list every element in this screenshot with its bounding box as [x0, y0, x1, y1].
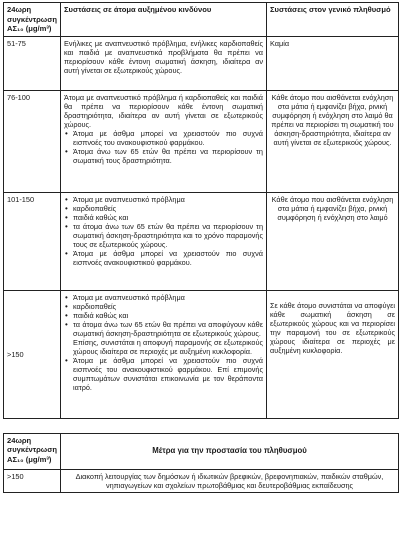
risk-group-header: Συστάσεις σε άτομα αυξημένου κινδύνου — [61, 3, 267, 37]
list-item: • Άτομα άνω των 65 ετών θα πρέπει να περιορίσουν τη σωματική τους δραστηριότητα. — [64, 147, 263, 165]
risk-bullet-list — [64, 129, 263, 165]
general-recommendation: Καμία — [267, 36, 399, 90]
measures-header: Μέτρα για την προστασία του πληθυσμού — [61, 433, 399, 469]
concentration-range: 51-75 — [4, 36, 61, 90]
protection-measures-table — [3, 433, 399, 493]
list-item: • παιδιά καθώς και — [64, 311, 263, 320]
concentration-header: 24ωρη συγκέντρωση ΑΣ₁₀ (μg/m³) — [4, 3, 61, 37]
table-row — [4, 290, 399, 418]
risk-paragraph: Επίσης, συνιστάται η αποφυγή παραμονής σε εξωτερικούς χώρους ιδιαίτερα σε περιοχές με αυξημένη κυκλοφορία. — [73, 337, 263, 356]
risk-recommendation — [61, 90, 267, 192]
general-recommendation: Κάθε άτομο που αισθάνεται ενόχληση στα μάτια ή εμφανίζει βήχα, ρινική συμφόρηση ή ενόχληση στο λαιμό — [267, 192, 399, 290]
list-item: • καρδιοπαθείς — [64, 302, 263, 311]
concentration-range: >150 — [4, 290, 61, 418]
table-header-row — [4, 433, 399, 469]
concentration-range: >150 — [4, 469, 61, 492]
list-item: • παιδιά καθώς και — [64, 213, 263, 222]
table-row — [4, 469, 399, 492]
table-row — [4, 36, 399, 90]
list-item: • Άτομα με άσθμα μπορεί να χρειαστούν πιο συχνά εισπνοές του ανακουφιστικού φαρμάκου. Επί επιμονής συμπτωμάτων συνιστάται επικοινωνία με τον θεράποντα ιατρό. — [64, 356, 263, 392]
list-item: • Άτομα με αναπνευστικό πρόβλημα — [64, 293, 263, 302]
concentration-range: 76-100 — [4, 90, 61, 192]
general-recommendation: Κάθε άτομο που αισθάνεται ενόχληση στα μάτια ή εμφανίζει βήχα, ρινική συμφόρηση ή ενόχληση στο λαιμό θα πρέπει να περιορίσει τη σωματική του άσκηση-δραστηριότητα, ιδιαίτερα αν αυτή γίνεται σε εξωτερικούς χώρους. — [267, 90, 399, 192]
concentration-header: 24ωρη συγκέντρωση ΑΣ₁₀ (μg/m³) — [4, 433, 61, 469]
risk-bullet-list — [64, 195, 263, 267]
risk-recommendation — [61, 192, 267, 290]
table-row — [4, 90, 399, 192]
risk-paragraph: Άτομα με αναπνευστικό πρόβλημα ή καρδιοπαθείς και παιδιά θα πρέπει να περιορίσουν κάθε έντονη σωματική δραστηριότητα, ιδιαίτερα αν αυτή γίνεται σε εξωτερικούς χώρους. — [64, 92, 263, 129]
recommendations-table — [3, 2, 399, 419]
document-page — [3, 2, 398, 531]
list-item: • Άτομα με άσθμα μπορεί να χρειαστούν πιο συχνά εισπνοές ανακουφιστικού φαρμάκου. — [64, 249, 263, 267]
table-row — [4, 192, 399, 290]
general-population-header: Συστάσεις στον γενικό πληθυσμό — [267, 3, 399, 37]
general-recommendation: Σε κάθε άτομο συνιστάται να αποφύγει κάθε σωματική άσκηση σε εξωτερικούς χώρους και να περιορίσει την παραμονή του σε εξωτερικούς χώρους ιδιαίτερα σε περιοχές με αυξημένη κυκλοφορία. — [267, 290, 399, 418]
table-header-row — [4, 3, 399, 37]
risk-bullet-list — [64, 356, 263, 392]
list-item: • τα άτομα άνω των 65 ετών θα πρέπει να αποφύγουν κάθε σωματική άσκηση-δραστηριότητα σε εξωτερικούς χώρους. — [64, 320, 263, 338]
list-item: • Άτομα με άσθμα μπορεί να χρειαστούν πιο συχνά εισπνοές του ανακουφιστικού φαρμάκου. — [64, 129, 263, 147]
list-item: • Άτομα με αναπνευστικό πρόβλημα — [64, 195, 263, 204]
list-item: • τα άτομα άνω των 65 ετών θα πρέπει να περιορίσουν τη σωματική άσκηση-δραστηριότητα και το χρόνο παραμονής τους σε εξωτερικούς χώρους. — [64, 222, 263, 249]
risk-recommendation — [61, 290, 267, 418]
list-item: • καρδιοπαθείς — [64, 204, 263, 213]
risk-recommendation: Ενήλικες με αναπνευστικό πρόβλημα, ενήλικες καρδιοπαθείς και παιδιά με αναπνευστικά προβλήματα θα πρέπει να περιορίσουν κάθε έντονη σωματική άσκηση, ιδιαίτερα αν αυτή γίνεται σε εξωτερικούς χώρους. — [61, 36, 267, 90]
measure-text: Διακοπή λειτουργίας των δημόσιων ή ιδιωτικών βρεφικών, βρεφονηπιακών, παιδικών σταθμών, νηπιαγωγείων και σχολείων πρωτοβάθμιας και δευτεροβάθμιας εκπαίδευσης — [61, 469, 399, 492]
risk-bullet-list — [64, 293, 263, 338]
concentration-range: 101-150 — [4, 192, 61, 290]
